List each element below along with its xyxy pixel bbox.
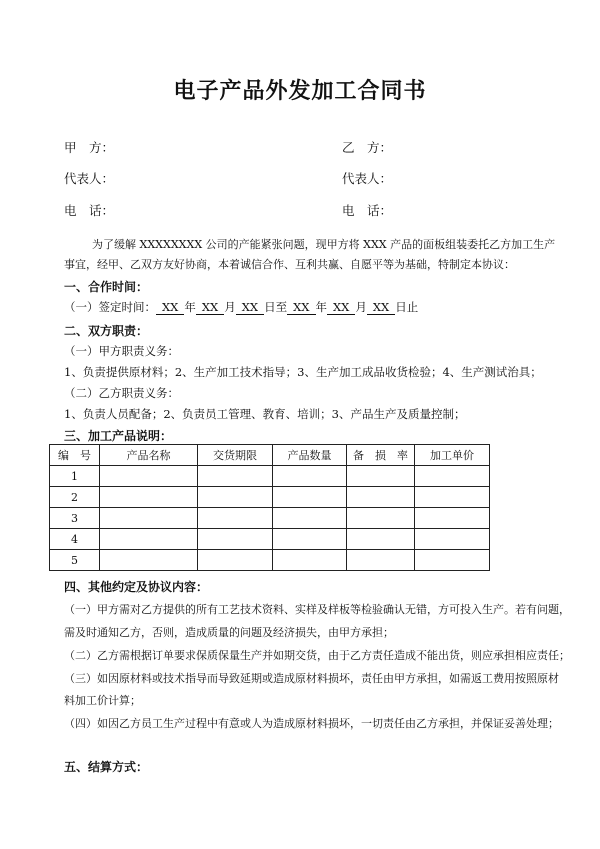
cell-product-name (100, 550, 198, 571)
cell-spare-rate (347, 466, 415, 487)
cell-product-name (100, 508, 198, 529)
section-1-heading: 一、合作时间： (64, 280, 149, 294)
cell-number: 5 (50, 550, 100, 571)
cell-spare-rate (347, 487, 415, 508)
table-row (50, 508, 490, 529)
start-day: XX (236, 300, 264, 315)
cell-product-name (100, 487, 198, 508)
cell-number: 2 (50, 487, 100, 508)
section-4-heading: 四、其他约定及协议内容： (64, 580, 209, 594)
tel-a-label: 电 话： (64, 203, 115, 218)
table-header-row (50, 445, 490, 466)
cell-unit-price (415, 466, 490, 487)
party-b-duties-heading: （二）乙方职责义务： (64, 386, 179, 400)
party-a-label: 甲 方： (64, 140, 115, 155)
rep-a-label: 代表人： (64, 171, 115, 186)
cell-spare-rate (347, 550, 415, 571)
cell-number: 4 (50, 529, 100, 550)
party-a-duties-items: 1、负责提供原材料；2、生产加工技术指导；3、生产加工成品收货检验；4、生产测试治具； (64, 365, 542, 379)
month-char: 月 (224, 300, 236, 314)
cell-quantity (273, 529, 347, 550)
clause-1-line-1: （一）甲方需对乙方提供的所有工艺技术资料、实样及样板等检验确认无错，方可投入生产。若有问题， (64, 603, 570, 616)
sign-date-line (64, 297, 418, 317)
table-row (50, 487, 490, 508)
product-table (49, 444, 490, 571)
year-char: 年 (184, 300, 196, 314)
cell-delivery-deadline (198, 508, 273, 529)
day-to-char: 日至 (264, 300, 288, 314)
cell-quantity (273, 466, 347, 487)
cell-unit-price (415, 550, 490, 571)
section-5-heading: 五、结算方式： (64, 760, 149, 774)
end-year: XX (287, 300, 315, 315)
section-3-heading: 三、加工产品说明： (64, 429, 173, 443)
cell-delivery-deadline (198, 466, 273, 487)
table-row (50, 550, 490, 571)
cell-number: 3 (50, 508, 100, 529)
intro-line-2: 事宜，经甲、乙双方友好协商，本着诚信合作、互利共赢、自愿平等为基础，特制定本协议： (64, 258, 515, 271)
rep-b-label: 代表人： (342, 171, 393, 186)
clause-4: （四）如因乙方员工生产过程中有意或人为造成原材料损坏，一切责任由乙方承担，并保证妥善处理； (64, 717, 559, 730)
party-a-duties-heading: （一）甲方职责义务： (64, 344, 179, 358)
end-month: XX (327, 300, 355, 315)
cell-unit-price (415, 487, 490, 508)
cell-unit-price (415, 529, 490, 550)
cell-product-name (100, 529, 198, 550)
clause-2: （二）乙方需根据订单要求保质保量生产并如期交货，由于乙方责任造成不能出货，则应承担相应责任； (64, 649, 570, 662)
year-char-2: 年 (315, 300, 327, 314)
cell-product-name (100, 466, 198, 487)
col-header-unit-price: 加工单价 (415, 445, 490, 466)
table-row (50, 466, 490, 487)
clause-3-line-1: （三）如因原材料或技术指导而导致延期或造成原材料损坏，责任由甲方承担，如需返工费用按照原材 (64, 672, 559, 685)
section-2-heading: 二、双方职责： (64, 324, 149, 338)
cell-spare-rate (347, 508, 415, 529)
cell-spare-rate (347, 529, 415, 550)
day-end-char: 日止 (395, 300, 419, 314)
party-b-label: 乙 方： (342, 140, 393, 155)
month-char-2: 月 (355, 300, 367, 314)
col-header-product-name: 产品名称 (100, 445, 198, 466)
col-header-number: 编 号 (50, 445, 100, 466)
cell-delivery-deadline (198, 487, 273, 508)
party-b-duties-items: 1、负责人员配备；2、负责员工管理、教育、培训；3、产品生产及质量控制； (64, 407, 466, 421)
end-day: XX (367, 300, 395, 315)
clause-3-line-2: 料加工价计算； (64, 694, 141, 707)
document-title: 电子产品外发加工合同书 (173, 79, 427, 104)
col-header-delivery-deadline: 交货期限 (198, 445, 273, 466)
cell-number: 1 (50, 466, 100, 487)
sign-date-prefix: （一）签定时间： (64, 300, 156, 314)
clause-1-line-2: 需及时通知乙方，否则，造成质量的问题及经济损失，由甲方承担； (64, 626, 394, 639)
cell-quantity (273, 487, 347, 508)
tel-b-label: 电 话： (342, 203, 393, 218)
start-month: XX (196, 300, 224, 315)
cell-delivery-deadline (198, 550, 273, 571)
col-header-spare-rate: 备 损 率 (347, 445, 415, 466)
intro-line-1: 为了缓解 XXXXXXXX 公司的产能紧张问题，现甲方将 XXX 产品的面板组装委托乙方加工生产 (92, 238, 556, 251)
cell-delivery-deadline (198, 529, 273, 550)
cell-unit-price (415, 508, 490, 529)
start-year: XX (156, 300, 184, 315)
col-header-quantity: 产品数量 (273, 445, 347, 466)
cell-quantity (273, 508, 347, 529)
table-row (50, 529, 490, 550)
cell-quantity (273, 550, 347, 571)
